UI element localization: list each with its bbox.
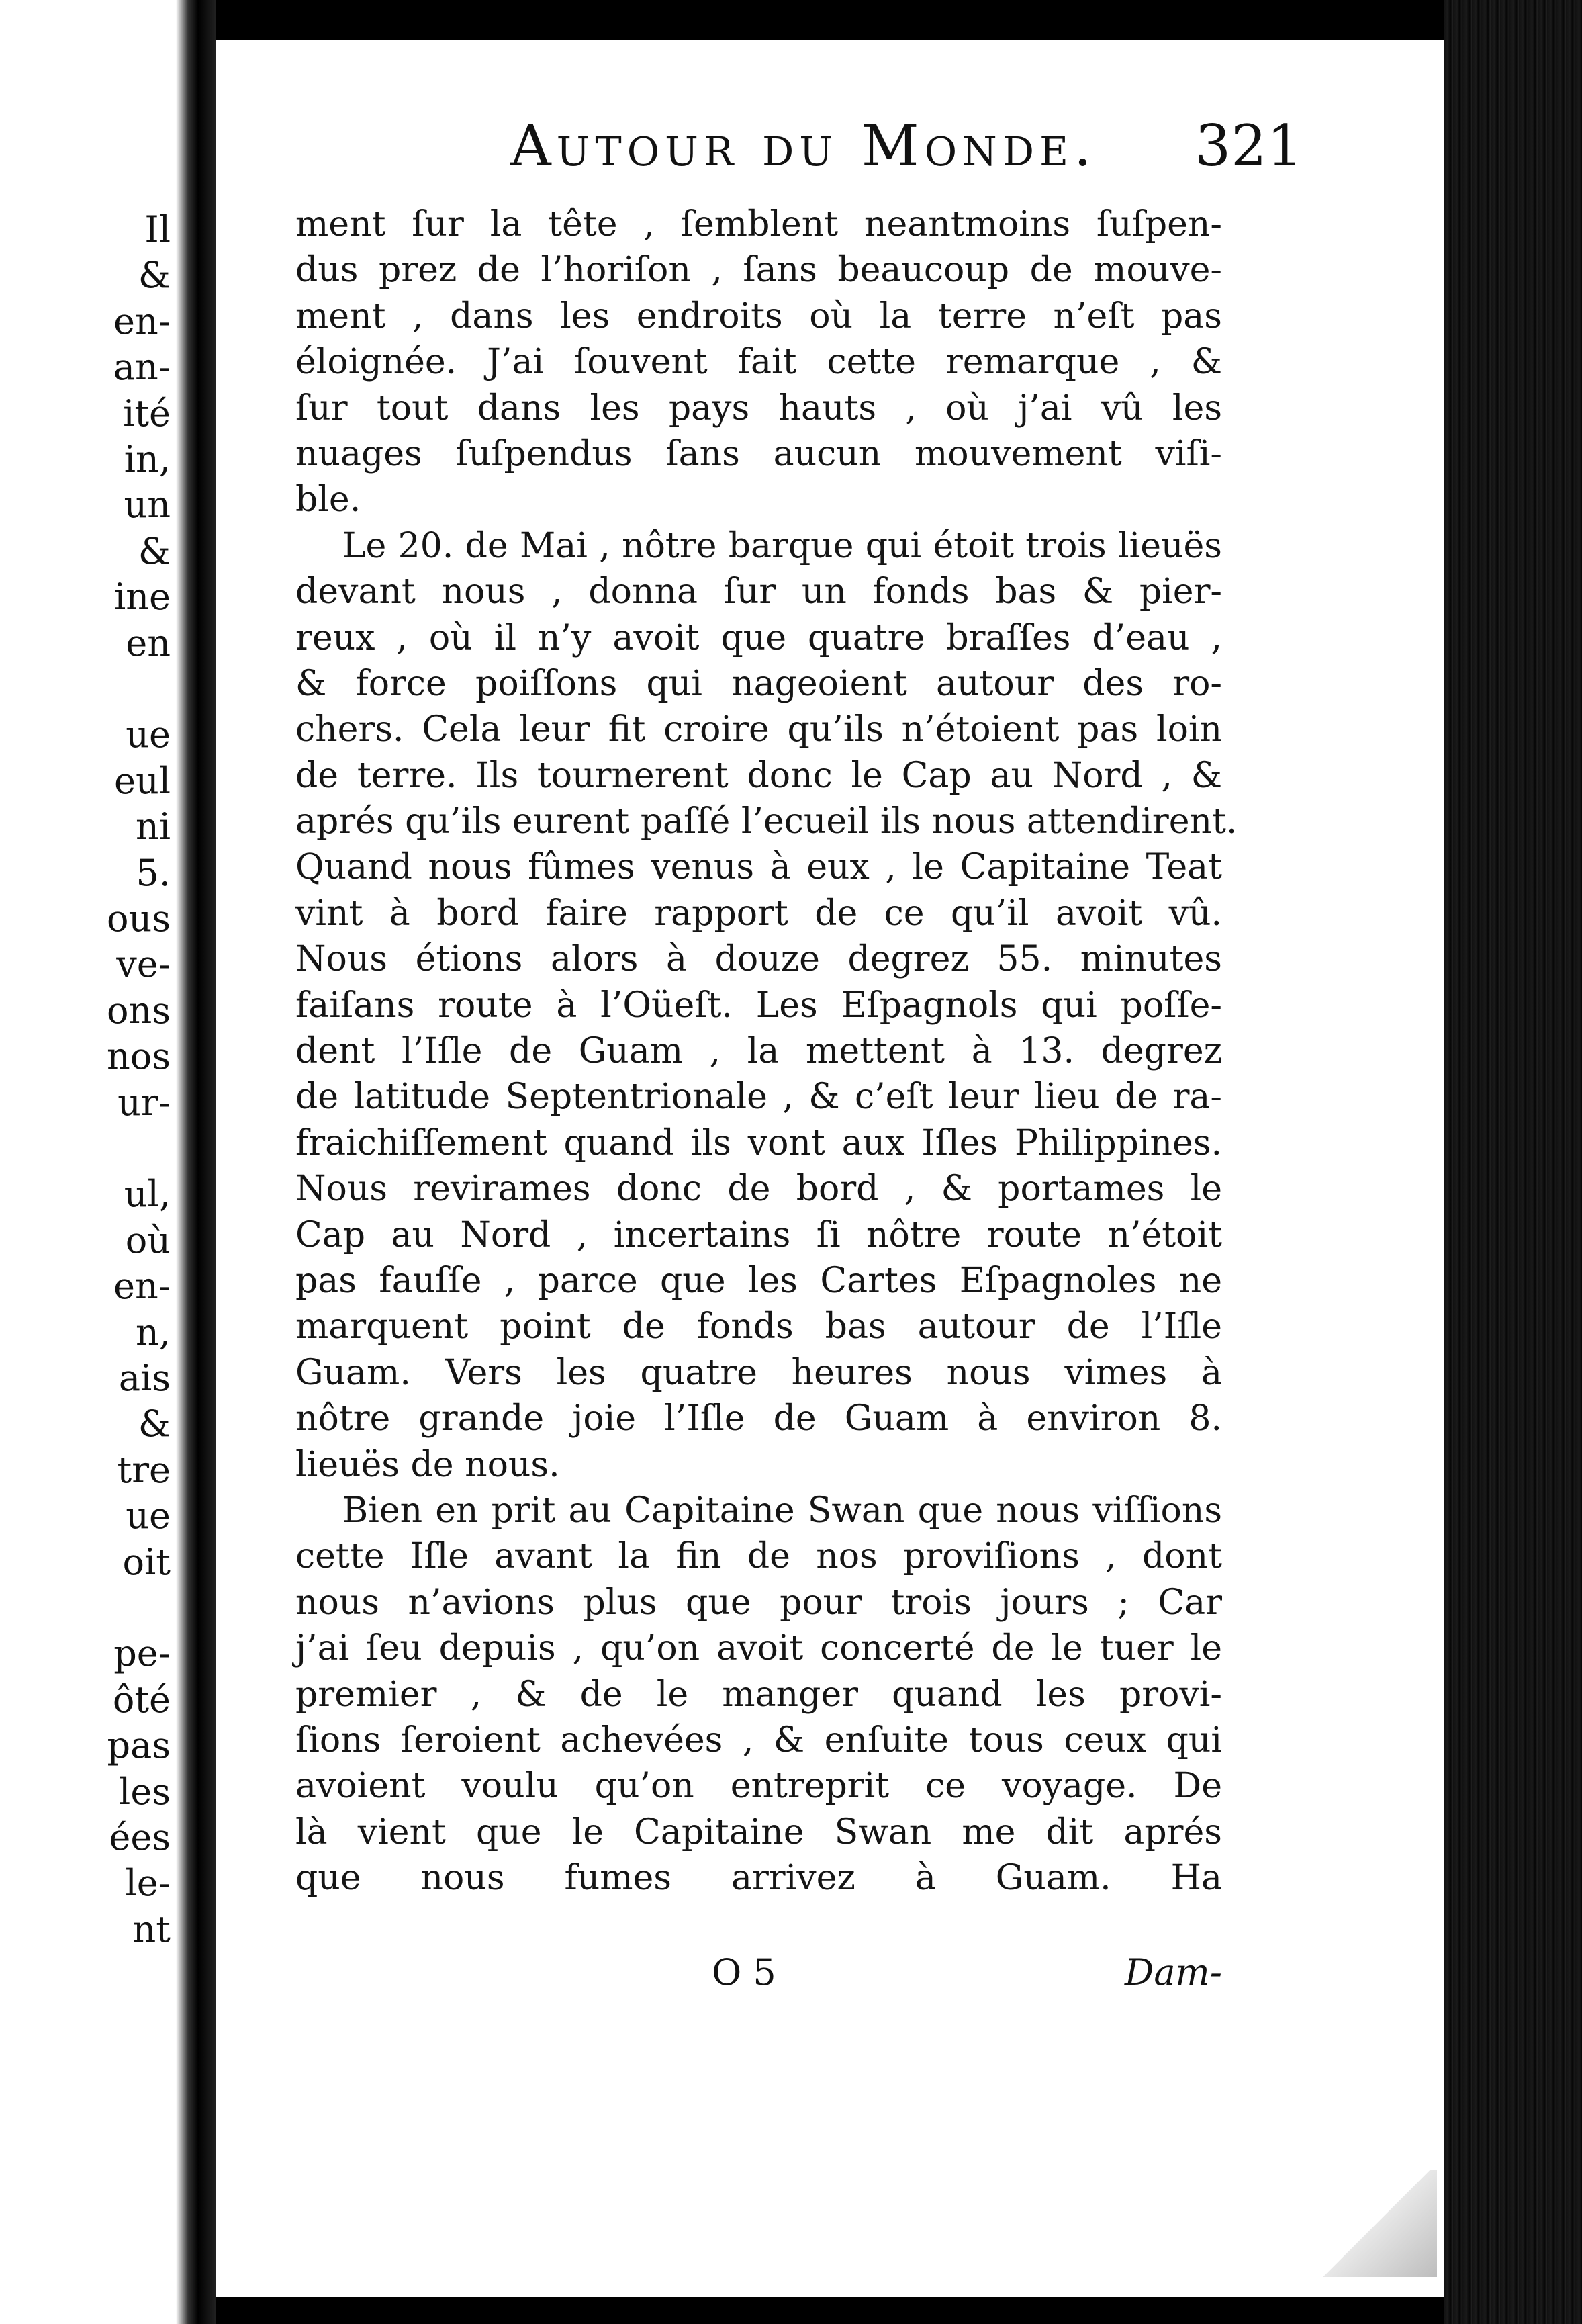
left-page-fragment: pas xyxy=(107,1724,171,1767)
text-line: aprés qu’ils eurent paſſé l’ecueil ils nous attendirent. xyxy=(295,801,1238,842)
text-line: Bien en prit au Capitaine Swan que nous viſſions xyxy=(342,1490,1222,1531)
text-line: ble. xyxy=(295,480,361,521)
left-page-fragment: en xyxy=(126,621,171,664)
text-line: devant nous , donna ſur un fonds bas & pier- xyxy=(295,572,1222,613)
page-corner-curl xyxy=(1316,2170,1437,2277)
text-line: lieuës de nous. xyxy=(295,1444,560,1485)
left-page-fragment: ité xyxy=(123,392,171,435)
left-page-fragment: ul, xyxy=(124,1173,171,1216)
text-line: Nous revirames donc de bord , & portames le xyxy=(295,1169,1222,1210)
left-page-fragment: & xyxy=(138,529,171,572)
text-line: Guam. Vers les quatre heures nous vimes à xyxy=(295,1352,1222,1393)
left-page-fragment: eul xyxy=(113,759,171,802)
left-page-fragment: ine xyxy=(113,576,171,619)
left-page-fragment: nos xyxy=(106,1035,171,1078)
left-page-fragment: ni xyxy=(135,805,171,848)
left-page-fragment: ue xyxy=(126,713,171,756)
running-title: Autour du Monde. xyxy=(510,113,1097,179)
text-line: avoient voulu qu’on entreprit ce voyage. De xyxy=(295,1766,1222,1807)
left-page-fragment: en- xyxy=(113,1265,171,1308)
text-line: ment ſur la tête , ſemblent neantmoins ſuſpen- xyxy=(295,204,1222,244)
text-line: ment , dans les endroits où la terre n’eſt pas xyxy=(295,296,1222,337)
body-text xyxy=(295,202,1238,1901)
text-line: Le 20. de Mai , nôtre barque qui étoit trois lieuës xyxy=(342,525,1222,566)
left-page-fragment: & xyxy=(138,254,171,297)
page-number: 321 xyxy=(1195,113,1303,179)
left-page-fragment: n, xyxy=(136,1310,171,1353)
left-page-fragment: les xyxy=(119,1770,171,1813)
page-footer xyxy=(295,1951,1222,2005)
text-line: nôtre grande joie l’Iſle de Guam à environ 8. xyxy=(295,1398,1222,1439)
text-line: de latitude Septentrionale , & c’eſt leur lieu de ra- xyxy=(295,1077,1222,1118)
left-page-fragment: ons xyxy=(106,989,171,1032)
text-line: dent l’Iſle de Guam , la mettent à 13. degrez xyxy=(295,1031,1222,1072)
text-line: faiſans route à l’Oüeſt. Les Eſpagnols qui poſſe- xyxy=(295,985,1222,1026)
text-line: reux , où il n’y avoit que quatre braſſes d’eau , xyxy=(295,617,1222,658)
book-right-edge xyxy=(1444,0,1582,2324)
text-line: éloignée. J’ai ſouvent fait cette remarque , & xyxy=(295,342,1222,383)
left-page-fragment: ées xyxy=(109,1816,171,1859)
left-page-fragment: où xyxy=(125,1218,171,1261)
left-page-fragment: 5. xyxy=(136,851,171,894)
text-line: de terre. Ils tournerent donc le Cap au Nord , & xyxy=(295,755,1222,796)
left-page-fragment: in, xyxy=(124,438,171,480)
left-page-fragment: ue xyxy=(126,1494,171,1537)
book-gutter xyxy=(176,0,216,2324)
text-line: dus prez de l’horiſon , ſans beaucoup de mouve- xyxy=(295,250,1222,291)
text-line: fraichiſſement quand ils vont aux Iſles Philippines. xyxy=(295,1122,1222,1163)
text-line: vint à bord faire rapport de ce qu’il avoit vû. xyxy=(295,893,1222,934)
left-page-fragment: nt xyxy=(132,1908,171,1951)
text-line: chers. Cela leur fit croire qu’ils n’étoient pas loin xyxy=(295,709,1222,750)
text-line: pas fauſſe , parce que les Cartes Eſpagnoles ne xyxy=(295,1260,1222,1301)
text-line: ſions ſeroient achevées , & enſuite tous ceux qui xyxy=(295,1719,1222,1760)
left-page-fragment: ous xyxy=(106,897,171,940)
catchword: Dam- xyxy=(1125,1951,1222,1994)
left-page-fragment: tre xyxy=(117,1448,171,1491)
left-page-edge xyxy=(0,0,181,2324)
text-line: premier , & de le manger quand les provi- xyxy=(295,1674,1222,1715)
left-page-fragment: Il xyxy=(144,208,171,251)
left-page-fragment: & xyxy=(138,1402,171,1445)
text-line: Cap au Nord , incertains ſi nôtre route n’étoit xyxy=(295,1214,1222,1255)
left-page-fragment: oit xyxy=(122,1540,171,1583)
signature-mark: O 5 xyxy=(712,1951,776,1994)
text-line: j’ai ſeu depuis , qu’on avoit concerté de le tuer le xyxy=(295,1628,1222,1669)
text-line: Quand nous fûmes venus à eux , le Capitaine Teat xyxy=(295,847,1222,888)
text-line: marquent point de fonds bas autour de l’Iſle xyxy=(295,1306,1222,1347)
text-line: là vient que le Capitaine Swan me dit aprés xyxy=(295,1812,1222,1852)
left-page-fragment: le- xyxy=(125,1862,171,1905)
left-page-fragment: ve- xyxy=(116,943,171,986)
text-line: ſur tout dans les pays hauts , où j’ai vû les xyxy=(295,388,1222,429)
text-line: cette Iſle avant la fin de nos proviſions , dont xyxy=(295,1536,1222,1577)
text-line: que nous fumes arrivez à Guam. Ha xyxy=(295,1858,1222,1899)
running-head xyxy=(295,113,1316,193)
text-line: Nous étions alors à douze degrez 55. minutes xyxy=(295,939,1222,980)
left-page-fragment: un xyxy=(124,484,171,527)
left-page-fragment: pe- xyxy=(113,1632,171,1675)
left-page-fragment: an- xyxy=(113,346,171,389)
left-page-fragment: ais xyxy=(118,1357,171,1399)
left-page-fragment: ur- xyxy=(118,1081,171,1124)
left-page-fragment: ôté xyxy=(112,1678,171,1721)
text-line: & force poiſſons qui nageoient autour des ro- xyxy=(295,663,1222,704)
text-line: nous n’avions plus que pour trois jours ; Car xyxy=(295,1582,1222,1623)
left-page-fragment: en- xyxy=(113,300,171,343)
text-line: nuages ſuſpendus ſans aucun mouvement viſi- xyxy=(295,433,1222,474)
